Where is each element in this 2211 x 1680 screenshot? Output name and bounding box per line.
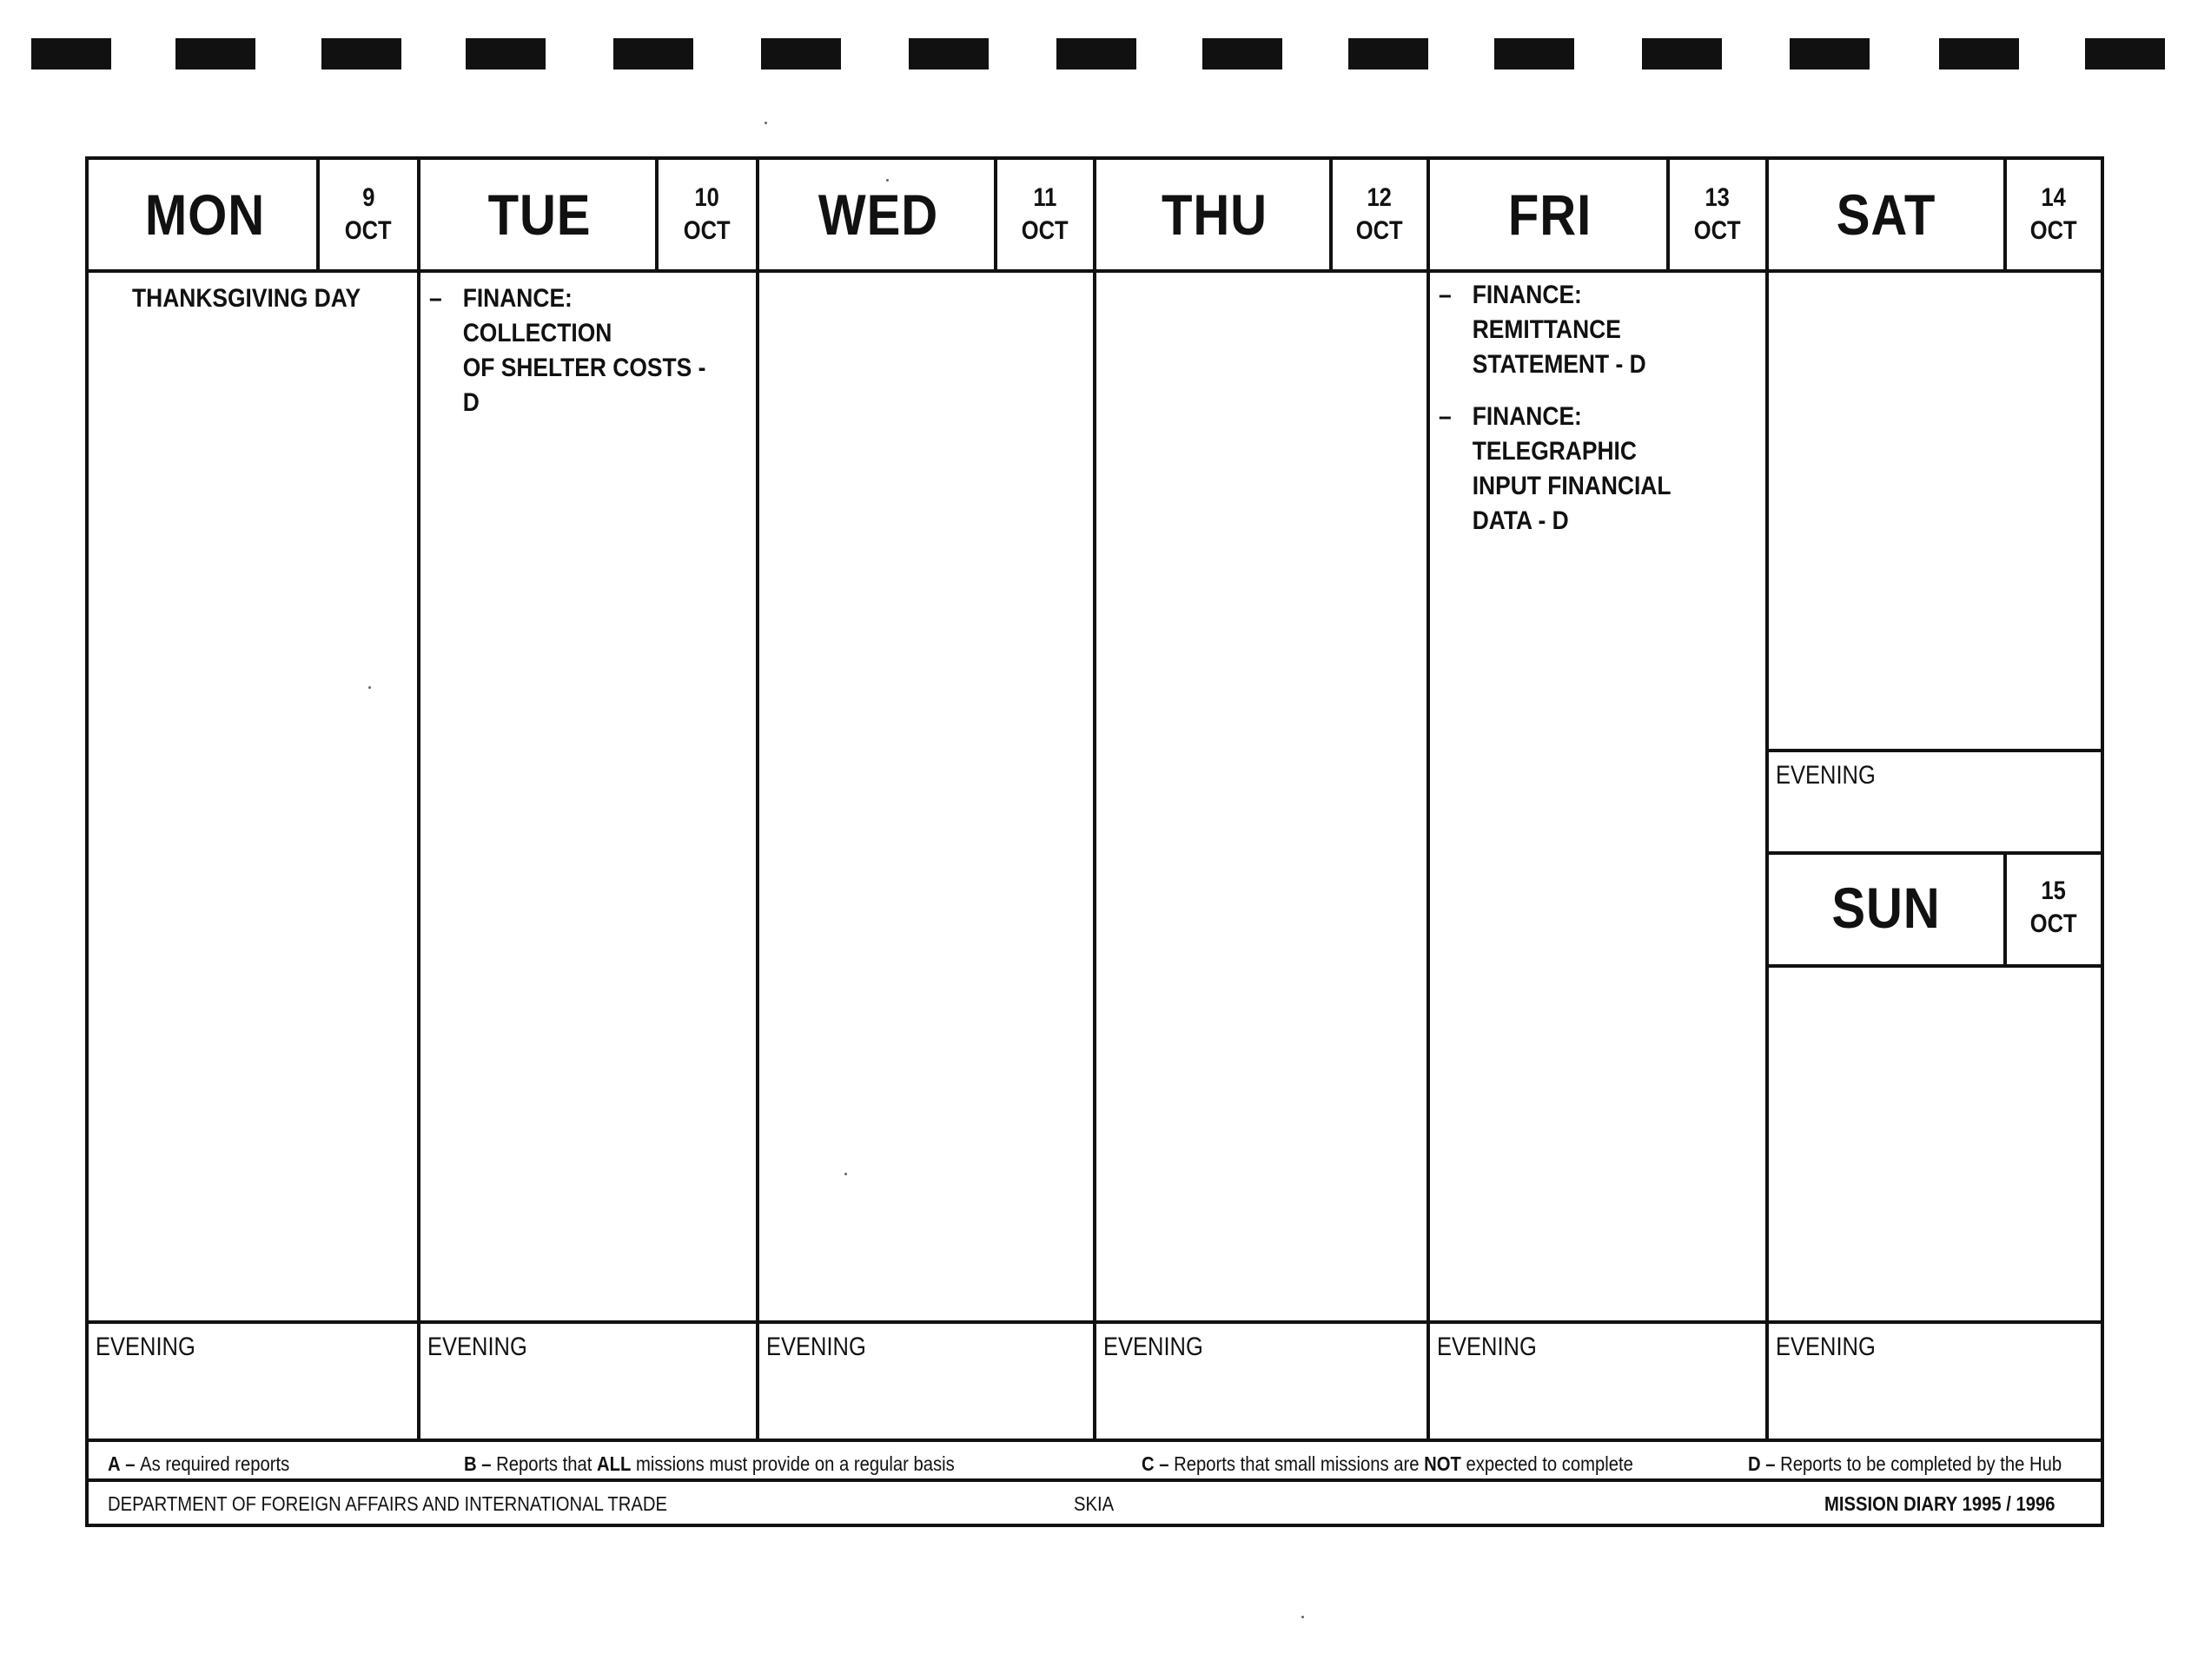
day-name: FRI [1507,182,1592,247]
day-name: TUE [487,182,592,247]
scan-speck [765,122,767,124]
evening-label: EVENING [1437,1333,1537,1361]
legend-b: B – Reports that ALL missions must provide on a regular basis [464,1452,955,1475]
day-header [420,160,756,273]
entry-line: STATEMENT - D [1472,350,1646,379]
binding-hole [909,38,989,69]
entry-dash: – [1439,281,1452,309]
diary-title: MISSION DIARY 1995 / 1996 [1824,1492,2055,1515]
binding-holes [0,0,2211,52]
day-column-wed [759,160,1096,1439]
entry-line: INPUT FINANCIAL [1472,472,1671,500]
binding-hole [1348,38,1428,69]
month: OCT [345,216,392,245]
date-box [1329,160,1427,269]
diary-entry[interactable] [1439,400,1718,539]
evening-section[interactable] [1430,1320,1765,1439]
day-number: 15 [2041,876,2067,905]
day-name: SAT [1836,182,1936,247]
day-entries [429,281,747,438]
scan-speck [886,179,889,182]
evening-section[interactable] [1096,1320,1427,1439]
month: OCT [1356,216,1403,245]
day-column-thu [1096,160,1430,1439]
diary-entry[interactable] [1439,278,1718,382]
document-code: SKIA [1074,1492,1115,1515]
entry-line: OF SHELTER COSTS - D [462,354,706,417]
binding-hole [761,38,841,69]
scan-speck [844,1173,847,1175]
scan-speck [368,686,371,689]
binding-hole [1642,38,1722,69]
day-number: 14 [2041,183,2067,212]
day-header [89,160,417,273]
binding-hole [1790,38,1870,69]
day-header [1430,160,1765,273]
month: OCT [1694,216,1741,245]
day-header [759,160,1093,273]
binding-hole [613,38,693,69]
binding-hole [31,38,111,69]
binding-hole [2085,38,2165,69]
month: OCT [2030,909,2077,938]
binding-hole [1056,38,1136,69]
day-number: 12 [1367,183,1393,212]
date-box [2003,851,2101,964]
legend-a: A – As required reports [108,1452,290,1475]
evening-section[interactable] [89,1320,417,1439]
date-box [2003,160,2101,269]
entry-line: FINANCE: TELEGRAPHIC [1472,402,1637,466]
evening-section[interactable] [1769,1320,2101,1439]
binding-hole [1202,38,1282,69]
day-number: 10 [694,183,720,212]
entry-line: FINANCE: REMITTANCE [1472,281,1621,344]
holiday-note: THANKSGIVING DAY [132,284,361,313]
day-entries [1439,278,1757,556]
mission-diary-page [85,156,2104,1527]
day-name: THU [1161,182,1268,247]
day-name: SUN [1831,876,1941,940]
day-header [1769,160,2101,273]
binding-hole [1939,38,2019,69]
date-box [316,160,417,269]
legend-c: C – Reports that small missions are NOT expected to complete [1142,1452,1633,1475]
day-column-weekend [1769,160,2101,1439]
day-number: 9 [361,183,375,212]
date-box [1666,160,1765,269]
page-footer [89,1482,2101,1524]
day-column-mon [89,160,420,1439]
month: OCT [1022,216,1069,245]
report-legend [89,1439,2101,1482]
entry-line: DATA - D [1472,506,1569,535]
month: OCT [684,216,731,245]
binding-hole [1494,38,1574,69]
day-number: 11 [1033,183,1057,212]
evening-label: EVENING [1103,1333,1203,1361]
entry-line: FINANCE: COLLECTION [462,284,612,347]
month: OCT [2030,216,2077,245]
day-number: 13 [1705,183,1731,212]
evening-label: EVENING [96,1333,195,1361]
evening-label: EVENING [766,1333,866,1361]
binding-hole [175,38,255,69]
evening-section[interactable] [759,1320,1093,1439]
day-name: WED [818,182,939,247]
binding-hole [321,38,401,69]
day-entries [132,281,408,316]
day-header [1096,160,1427,273]
date-box [655,160,756,269]
binding-hole [466,38,546,69]
diary-entry[interactable] [429,281,709,420]
legend-d: D – Reports to be completed by the Hub [1748,1452,2062,1475]
date-box [994,160,1093,269]
day-column-tue [420,160,759,1439]
evening-section[interactable] [420,1320,756,1439]
evening-label: EVENING [1776,761,1876,790]
scan-speck [1301,1616,1304,1618]
evening-label: EVENING [427,1333,527,1361]
department-name: DEPARTMENT OF FOREIGN AFFAIRS AND INTERNATIONAL TRADE [108,1492,668,1515]
evening-label: EVENING [1776,1333,1876,1361]
day-name: MON [144,182,266,247]
day-column-fri [1430,160,1769,1439]
evening-section[interactable] [1769,749,2101,855]
entry-dash: – [429,284,442,313]
day-header-sun [1769,851,2101,968]
entry-dash: – [1439,402,1452,431]
